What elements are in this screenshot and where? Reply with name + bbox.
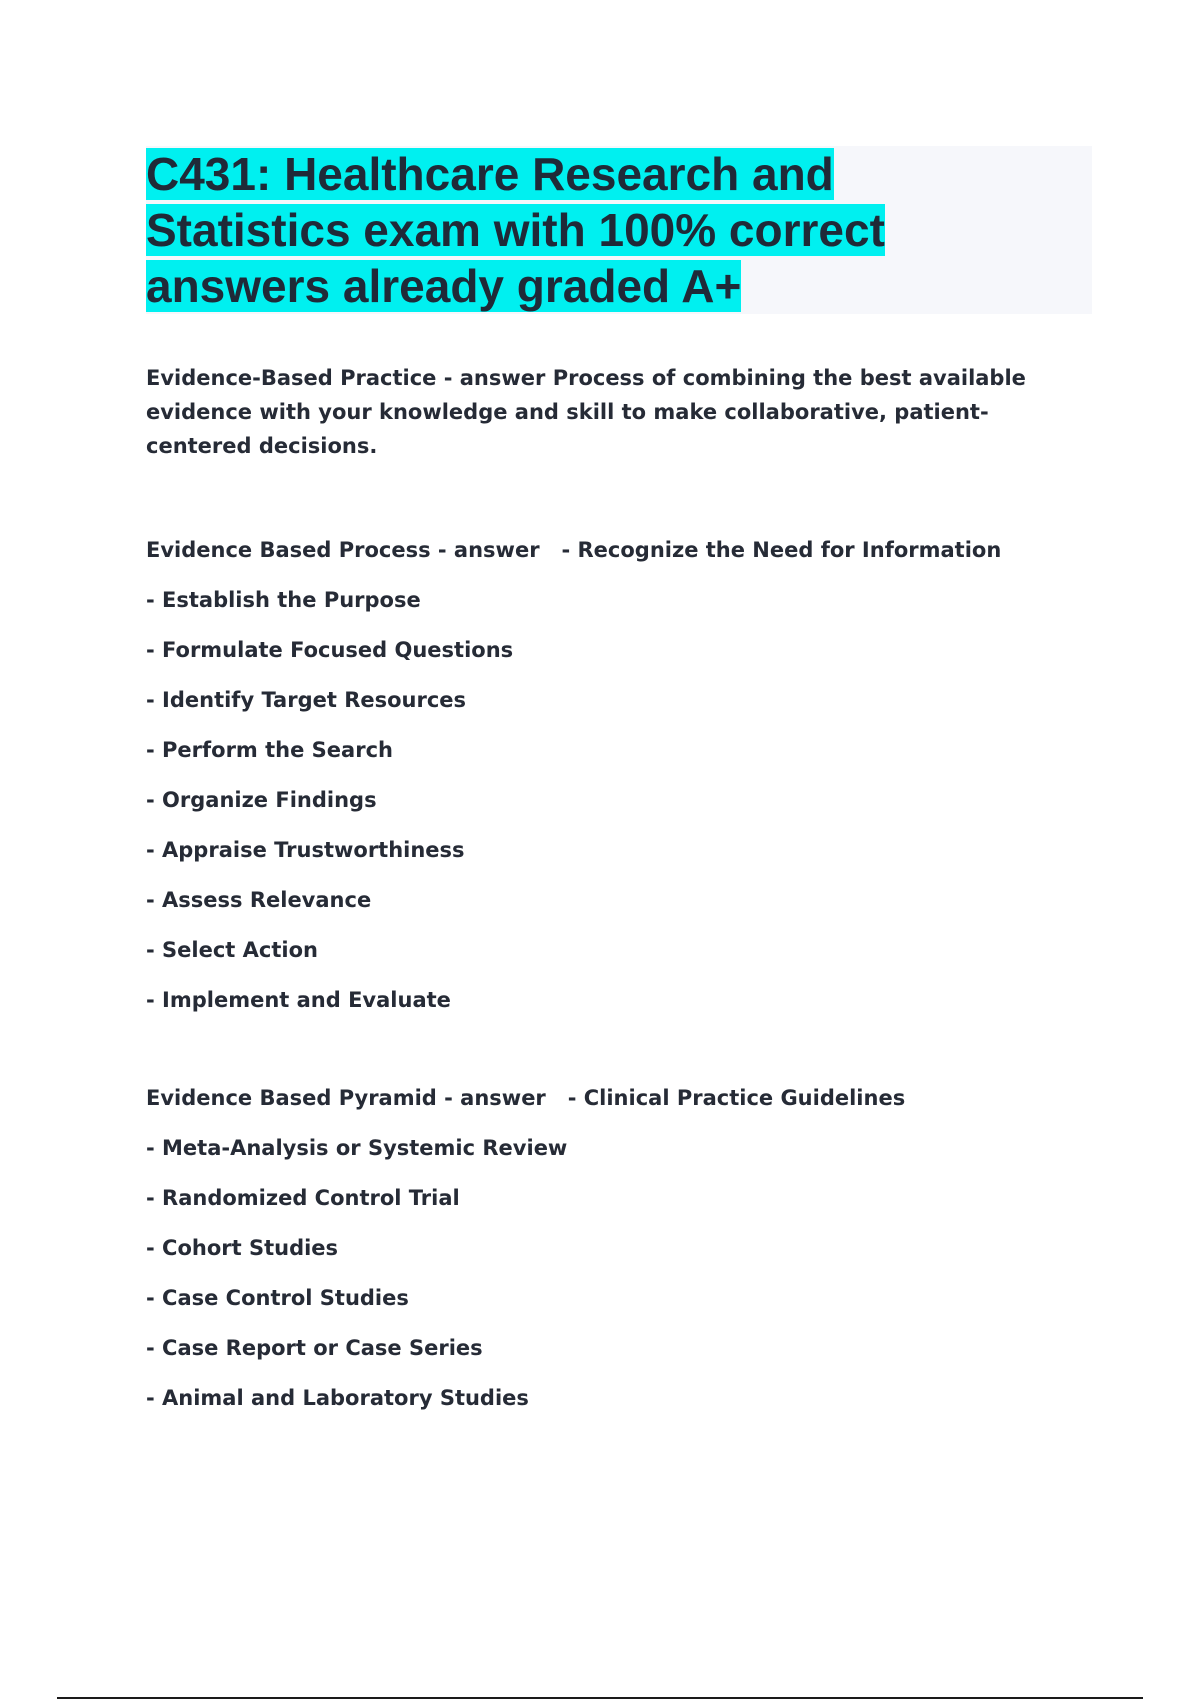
- definition-line: centered decisions.: [146, 434, 378, 458]
- list-item: - Implement and Evaluate: [146, 988, 451, 1012]
- title-line-3: answers already graded A+: [146, 260, 742, 312]
- pyramid-lead-line: Evidence Based Pyramid - answer - Clinical Practice Guidelines: [146, 1086, 906, 1110]
- section-evidence-based-pyramid: [146, 1073, 1086, 1423]
- list-item: - Establish the Purpose: [146, 588, 421, 612]
- list-item: - Animal and Laboratory Studies: [146, 1386, 529, 1410]
- list-item: - Appraise Trustworthiness: [146, 838, 465, 862]
- definition-line: evidence with your knowledge and skill to make collaborative, patient-: [146, 400, 989, 424]
- list-item: - Assess Relevance: [146, 888, 372, 912]
- page-title: [146, 146, 946, 314]
- list-item: - Meta-Analysis or Systemic Review: [146, 1136, 568, 1160]
- list-item: - Formulate Focused Questions: [146, 638, 514, 662]
- bottom-divider: [57, 1697, 1143, 1699]
- list-item: - Randomized Control Trial: [146, 1186, 460, 1210]
- list-item: - Perform the Search: [146, 738, 393, 762]
- list-item: - Organize Findings: [146, 788, 377, 812]
- section-evidence-based-process: [146, 525, 1086, 1025]
- definition-line: Evidence-Based Practice - answer Process of combining the best available: [146, 366, 1026, 390]
- section-evidence-based-practice: [146, 361, 1086, 463]
- list-item: - Identify Target Resources: [146, 688, 467, 712]
- process-lead-line: Evidence Based Process - answer - Recognize the Need for Information: [146, 538, 1002, 562]
- list-item: - Case Report or Case Series: [146, 1336, 483, 1360]
- list-item: - Cohort Studies: [146, 1236, 339, 1260]
- list-item: - Case Control Studies: [146, 1286, 409, 1310]
- title-line-1: C431: Healthcare Research and: [146, 148, 834, 200]
- list-item: - Select Action: [146, 938, 318, 962]
- title-line-2: Statistics exam with 100% correct: [146, 204, 885, 256]
